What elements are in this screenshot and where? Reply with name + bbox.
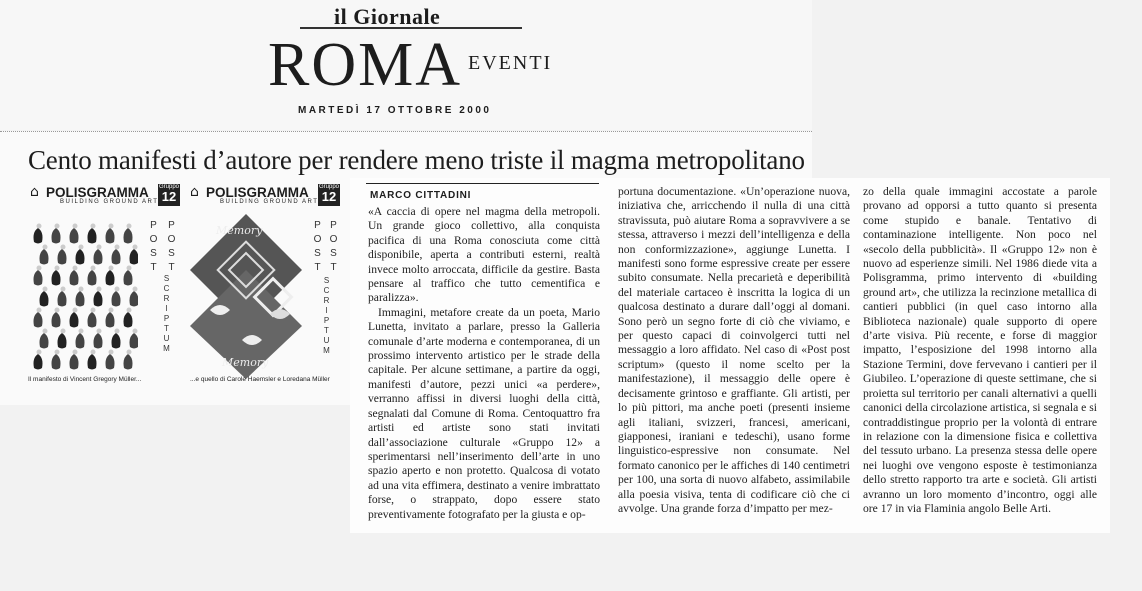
bird-figure — [106, 354, 115, 370]
bird-head — [37, 224, 42, 229]
bird-figure — [130, 291, 139, 307]
bird-head — [43, 245, 48, 250]
bird-figure — [70, 228, 79, 244]
poster-left — [30, 184, 180, 374]
bird-figure — [112, 333, 121, 349]
bird-figure — [34, 354, 43, 370]
bird-head — [43, 329, 48, 334]
bird-figure — [106, 312, 115, 328]
bird-figure — [124, 228, 133, 244]
bird-head — [109, 308, 114, 313]
bird-figure — [112, 249, 121, 265]
bird-head — [133, 329, 138, 334]
bird-head — [37, 266, 42, 271]
bird-head — [97, 287, 102, 292]
bird-head — [79, 287, 84, 292]
bird-head — [55, 350, 60, 355]
city-title: ROMA — [268, 31, 463, 99]
bird-head — [37, 350, 42, 355]
bird-figure — [124, 354, 133, 370]
bird-head — [61, 245, 66, 250]
bird-figure — [130, 333, 139, 349]
bird-figure — [40, 333, 49, 349]
paragraph: Immagini, metafore create da un poeta, Mario Lunetta, invitato a parlare, presso la Galleria comunale d’arte moderna e contemporanea, di un prossimo intervento artistico per le strade della capitale. Per alcune settimane, a partire da oggi, manifesti d’autore, pezzi unici «a perdere», verranno affissi in diversi luoghi della città, segnalati dal Comune di Roma. Centoquattro fra artisti ed artiste sono stati invitati dall’associazione culturale «Gruppo 12» a sperimentarsi nell’inserimento dell’arte in uno spazio aperto e non protetto. Qualcosa di votato ad una vita effimera, destinato a venire imbrattato forse, o strappato, dopo essere stato preventivamente fotografato per la giusta e op- — [368, 305, 600, 521]
bird-head — [127, 308, 132, 313]
bird-head — [91, 308, 96, 313]
logo-name: POLISGRAMMA — [206, 185, 309, 200]
bird-figure — [52, 228, 61, 244]
bird-figure — [34, 312, 43, 328]
bird-head — [127, 224, 132, 229]
bird-head — [109, 266, 114, 271]
bird-head — [115, 287, 120, 292]
bird-head — [127, 350, 132, 355]
polisgramma-logo — [30, 184, 180, 206]
artwork-word: Memory — [222, 356, 269, 369]
artwork-word: Memory — [216, 224, 263, 237]
bird-head — [55, 266, 60, 271]
bird-figure — [58, 291, 67, 307]
bird-figure — [76, 291, 85, 307]
vertical-text-scriptum: SCRIPTUM — [162, 274, 171, 354]
bird-figure — [40, 291, 49, 307]
vertical-text-post: POST — [148, 220, 159, 276]
vertical-text-post: POST — [166, 220, 177, 276]
bird-figure — [34, 228, 43, 244]
bird-figure — [52, 270, 61, 286]
bird-head — [73, 266, 78, 271]
bird-figure — [112, 291, 121, 307]
vertical-text-scriptum: SCRIPTUM — [322, 276, 331, 356]
paragraph: portuna documentazione. «Un’operazione nuova, iniziativa che, arricchendo il nulla di una città stravissuta, può aiutare Roma a sopravvivere a se stessa, attraverso i mezzi dell’intelligenza e della non conformizzazione», aggiunge Lunetta. I manifesti sono forme espressive create per essere subito consumate. Nella precarietà e deperibilità del materiale cartaceo è inscritta la logica di un qualcosa destinato a durare dall’oggi al domani. Sono però un segno forte di ciò che viviamo, e per questo capaci di coinvolgerci tutti nel messaggio a loro affidato. Nel caso di «Post post scriptum» (questo il nome scelto per la manifestazione), il messaggio delle opere è decisamente grintoso e graffiante. Gli artisti, per lo più pittori, ma anche poeti (presenti insieme agli italiani, svizzeri, francesi, americani, giapponesi, iraniani e tedeschi), usano forme linguistico-espressive non consumate. Nel formato canonico per le affiches di 140 centimetri per 100, una sorta di nuovo alfabeto, assimilabile alla poesia visiva, tenta di codificare ciò che ci avvolge. Una grande forza d’impatto per mez- — [618, 185, 850, 515]
bird-head — [127, 266, 132, 271]
bird-figure — [34, 270, 43, 286]
article-headline: Cento manifesti d’autore per rendere meno triste il magma metropolitano — [28, 145, 805, 175]
vertical-text-post: POST — [328, 220, 339, 276]
article-column-2 — [618, 185, 850, 516]
bird-head — [97, 245, 102, 250]
bird-head — [73, 224, 78, 229]
logo-name: POLISGRAMMA — [46, 185, 149, 200]
bird-head — [97, 329, 102, 334]
bird-head — [115, 245, 120, 250]
bird-figure — [52, 354, 61, 370]
bird-figure — [70, 270, 79, 286]
memory-lips-collage-artwork — [190, 214, 302, 379]
bird-head — [133, 245, 138, 250]
bird-head — [73, 308, 78, 313]
bird-figure — [58, 249, 67, 265]
poster-caption: Il manifesto di Vincent Gregory Müller... — [28, 376, 142, 383]
bird-head — [73, 350, 78, 355]
bird-head — [43, 287, 48, 292]
bird-head — [109, 224, 114, 229]
bird-head — [133, 287, 138, 292]
group-number-badge: Gruppo 12 — [318, 184, 339, 204]
bird-head — [91, 266, 96, 271]
section-title: EVENTI — [468, 52, 553, 74]
bird-head — [55, 308, 60, 313]
bird-figure — [124, 312, 133, 328]
bird-head — [61, 329, 66, 334]
bird-figure — [52, 312, 61, 328]
poster-right — [190, 184, 340, 374]
bird-head — [91, 224, 96, 229]
bird-head — [109, 350, 114, 355]
bird-figure — [88, 354, 97, 370]
bird-figure — [88, 270, 97, 286]
bird-figure — [106, 270, 115, 286]
polisgramma-logo — [190, 184, 340, 206]
bird-head — [91, 350, 96, 355]
bird-figure — [124, 270, 133, 286]
bird-head — [55, 224, 60, 229]
group-number-badge: Gruppo 12 — [158, 184, 179, 204]
bird-head — [37, 308, 42, 313]
bird-figure — [88, 312, 97, 328]
issue-date: MARTEDÌ 17 OTTOBRE 2000 — [298, 105, 492, 116]
bird-head — [79, 245, 84, 250]
bird-figure — [94, 291, 103, 307]
bird-figure — [70, 312, 79, 328]
bird-figure — [88, 228, 97, 244]
bird-figure — [94, 249, 103, 265]
bird-figure — [70, 354, 79, 370]
bird-figure — [130, 249, 139, 265]
bird-figure — [76, 249, 85, 265]
bird-figure — [40, 249, 49, 265]
building-icon: ⌂ — [190, 184, 199, 200]
byline-rule — [366, 183, 599, 184]
bird-head — [61, 287, 66, 292]
bird-figure — [94, 333, 103, 349]
paragraph: «A caccia di opere nel magma della metropoli. Un grande gioco collettivo, alla conquista pacifica di una Roma conosciuta come città disponibile, aperta a contributi esterni, realtà invece molto arroccata, difficile da gestire. Basta pensare al traffico che tutto cementifica e paralizza». — [368, 205, 600, 305]
paragraph: zo della quale immagini accostate a parole provano ad opporsi a tutto quanto si presenta come stupido e banale. Tentativo di contaminazione intelligente. Non poco nel «secolo della pubblicità». Il «Gruppo 12» non è nuovo ad esperienze simili. Nel 1986 diede vita a Polisgramma, primo intervento di «building ground art», che utilizza la recinzione metallica di cantieri pubblici (in quel caso intorno alla Biblioteca nazionale) quale supporto di opere d’arte visiva. Più recente, e forse di maggior impatto, l’esposizione del 1998 intorno alla Stazione Termini, dove fervevano i cantieri per il Giubileo. L’operazione di queste settimane, che si proietta sul territorio per canali alternativi a quelli canonici della circolazione artistica, si segnala e si contraddistingue proprio per la volontà di entrare in relazione con la dimensione fisica e collettiva del tessuto urbano. La presenza stessa delle opere nei luoghi ove vengono esposte è testimonianza dello stretto rapporto tra arte e società. Gli artisti avranno un loro momento d’incontro, oggi alle ore 17 in via Flaminia angolo Belle Arti. — [863, 185, 1097, 515]
newspaper-name: il Giornale — [334, 4, 441, 29]
masthead-rule — [300, 27, 522, 29]
bird-figure — [106, 228, 115, 244]
article-column-1 — [368, 205, 600, 522]
bird-figure — [58, 333, 67, 349]
article-column-3 — [863, 185, 1097, 516]
vertical-text-post: POST — [312, 220, 323, 276]
logo-subtitle: BUILDING GROUND ART — [60, 199, 159, 205]
logo-subtitle: BUILDING GROUND ART — [220, 199, 319, 205]
bird-head — [79, 329, 84, 334]
bird-figure — [76, 333, 85, 349]
poster-caption: ...e quello di Carole Haemsler e Loredana Müller — [190, 376, 330, 383]
building-icon: ⌂ — [30, 184, 39, 200]
crowd-of-birds-artwork — [30, 214, 138, 374]
bird-head — [115, 329, 120, 334]
article-byline: MARCO CITTADINI — [370, 190, 472, 201]
